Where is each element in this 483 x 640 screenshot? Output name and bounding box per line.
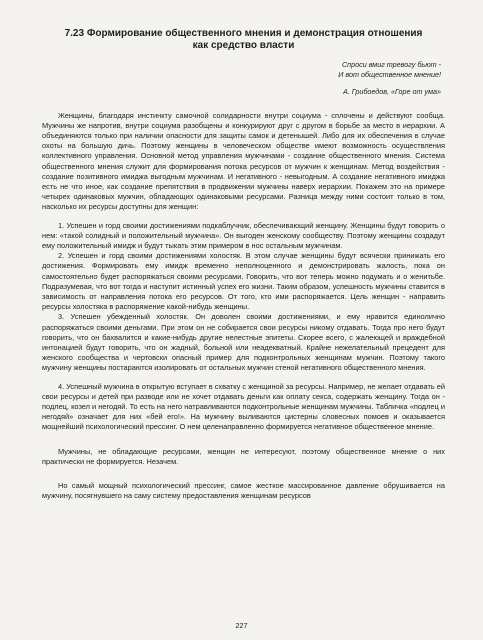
paragraph-item-1: 1. Успешен и горд своими достижениями подкаблучник, обеспечивающий женщину. Женщины будут говорить о нем: «такой солидный и положительный мужчина». Он выгоден женскому сообществу. Поэтому женщины создадут ему положительный имидж и будут тыкать этим примером в нос остальным мужчинам.	[42, 220, 445, 250]
epigraph-line-1: Спроси вмиг тревогу бьют -	[341, 60, 441, 69]
epigraph-line-2: И вот общественное мнение!	[338, 69, 441, 79]
paragraph-item-4: 4. Успешный мужчина в открытую вступает в схватку с женщиной за ресурсы. Например, не желает отдавать ей свои ресурсы и детей при разводе или не хочет отдавать деньги как оплату секса, содержать женщину. Тогда он - подлец, козел и негодяй. То есть на него натравливаются подконтрольные женщинам мужчины. Табличка «подлец и негодяй» означает для них «бей его!». На мужчину выливаются цистерны словесных помоев и оказывается мощнейший психологический прессинг. О нем целенаправленно формируется негативное общественное мнение.	[42, 381, 445, 432]
section-title-line-1: 7.23 Формирование общественного мнения и демонстрация отношения	[64, 28, 423, 39]
paragraph-pressure: Но самый мощный психологический прессинг, самое жесткое массированное давление обрушивается на мужчину, посягнувшего на саму систему предоставления женщинам ресурсов	[42, 481, 445, 501]
paragraph-intro: Женщины, благодаря инстинкту самочной солидарности внутри социума - сплочены и действуют сообща. Мужчины же напротив, внутри социума разобщены и конкурируют друг с другом в борьбе за место в иерархии. А объединяются только при наличии опасности для защиты самок и детенышей. Либо для их обеспечения в случае охоты на большую дичь. Поэтому женщины в человеческом обществе имеют возможность осуществления коллективного управления. Основной метод управления мужчинами - создание общественного мнения. Система общественного мнения служит для формирования потока ресурсов от мужчин к женщинам. Метод воздействия - создание позитивного имиджа выгодным мужчинам. И негативного - невыгодным. А создание негативного имиджа есть не что иное, как создание препятствия в продвижении мужчины наверх иерархии. Покажем это на примере четырех одинаковых мужчин, обладающих одинаковыми ресурсами. Разница между ними состоит только в том, насколько их ресурсы доступны для женщин:	[42, 110, 445, 212]
epigraph-author: А. Грибоедов, «Горе от ума»	[342, 87, 441, 96]
paragraph-item-3: 3. Успешен убежденный холостяк. Он доволен своими достижениями, и ему нравится единолично распоряжаться своими деньгами. При этом он не собирается свои ресурсы никому отдавать. Тогда про него будут говорить, что он бахвалится и какие-нибудь другие нелестные эпитеты. Скорее всего, с жалеющей и враждебной интонацией будут говорить, что он жадный, больной или неадекватный. Крайне нежелательный прецедент для женского сообщества и чертовски опасный пример для подконтрольных женщинам мужчин. Поэтому такого мужчину женщины постараются изолировать от остальных мужчин стеной негативного общественного мнения.	[42, 312, 445, 373]
page-number: 227	[235, 621, 248, 630]
body-text	[42, 111, 445, 502]
paragraph-no-resources: Мужчины, не обладающие ресурсами, женщин не интересуют, поэтому общественное мнение о них практически не формируется. Незачем.	[42, 446, 445, 466]
paragraph-item-2: 2. Успешен и горд своими достижениями холостяк. В этом случае женщины будут всячески принижать его достижения. Формировать ему имидж временно неполноценного и демонстрировать жалость, пока он самостоятельно будет распоряжаться своими ресурсами. Говорить, что вот теперь можно подумать и о женитьбе. Подразумевая, что вот тогда и наступит истинный успех его жизни. Таким образом, успешность мужчины ставится в зависимость от направления потока его ресурсов. От того, кто ими распоряжается. Цель женщин - направить ресурсы холостяка в распоряжение какой-нибудь женщины.	[42, 251, 445, 312]
section-title-line-2: как средство власти	[192, 40, 295, 51]
section-title	[42, 28, 445, 52]
